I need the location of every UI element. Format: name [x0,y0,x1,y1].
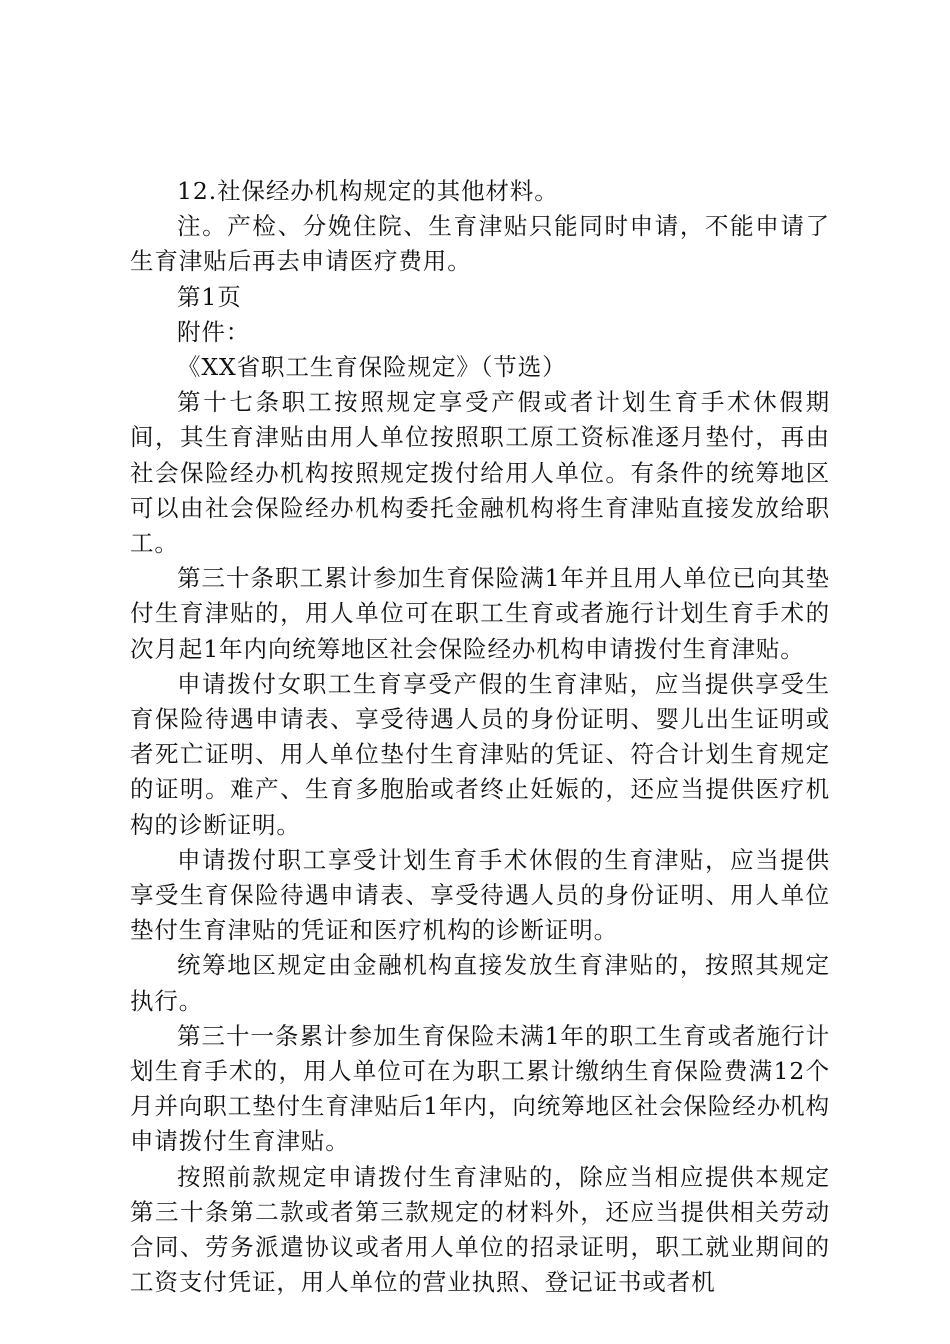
paragraph-item-12: 12.社保经办机构规定的其他材料。 [177,177,559,205]
paragraph-article-31: 第三十一条累计参加生育保险未满1年的职工生育或者施行计划生育手术的，用人单位可在为职工累计缴纳生育保险费满12个月并向职工垫付生育津贴后1年内，向统筹地区社会保险经办机构申请拨付生育津贴。 [130,1021,830,1156]
page-number: 第1页 [177,282,242,311]
document-body [130,174,830,1301]
attachment-title: 《XX省职工生育保险规定》（节选） [177,353,567,382]
paragraph-article-17: 第十七条职工按照规定享受产假或者计划生育手术休假期间，其生育津贴由用人单位按照职工原工资标准逐月垫付，再由社会保险经办机构按照规定拨付给用人单位。有条件的统筹地区可以由社会保险经办机构委托金融机构将生育津贴直接发放给职工。 [130,388,830,558]
paragraph-note: 注。产检、分娩住院、生育津贴只能同时申请，不能申请了生育津贴后再去申请医疗费用。 [130,212,830,276]
attachment-label: 附件： [177,317,251,346]
paragraph-article-30-clause-4: 统筹地区规定由金融机构直接发放生育津贴的，按照其规定执行。 [130,951,830,1015]
paragraph-article-31-clause-2: 按照前款规定申请拨付生育津贴的，除应当相应提供本规定第三十条第二款或者第三款规定的材料外，还应当提供相关劳动合同、劳务派遣协议或者用人单位的招录证明，职工就业期间的工资支付凭证，用人单位的营业执照、登记证书或者机 [130,1162,830,1297]
paragraph-article-30-clause-2: 申请拨付女职工生育享受产假的生育津贴，应当提供享受生育保险待遇申请表、享受待遇人员的身份证明、婴儿出生证明或者死亡证明、用人单位垫付生育津贴的凭证、符合计划生育规定的证明。难产、生育多胞胎或者终止妊娠的，还应当提供医疗机构的诊断证明。 [130,669,830,839]
paragraph-article-30-clause-3: 申请拨付职工享受计划生育手术休假的生育津贴，应当提供享受生育保险待遇申请表、享受待遇人员的身份证明、用人单位垫付生育津贴的凭证和医疗机构的诊断证明。 [130,845,830,945]
paragraph-article-30: 第三十条职工累计参加生育保险满1年并且用人单位已向其垫付生育津贴的，用人单位可在职工生育或者施行计划生育手术的次月起1年内向统筹地区社会保险经办机构申请拨付生育津贴。 [130,564,830,663]
